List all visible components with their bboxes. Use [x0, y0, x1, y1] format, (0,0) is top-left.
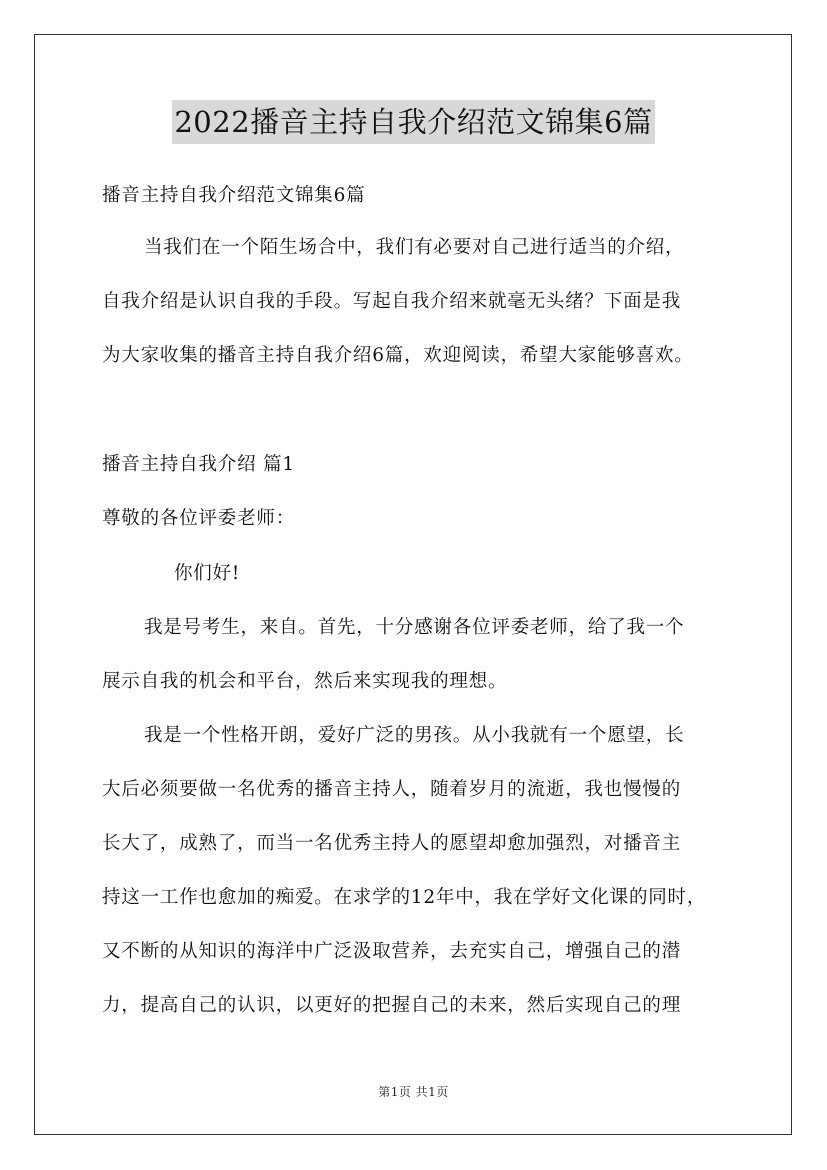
- paragraph-line: 持这一工作也愈加的痴爱。在求学的12年中，我在学好文化课的同时，: [102, 887, 707, 908]
- greeting-line: 你们好!: [174, 563, 241, 584]
- subtitle-line: 播音主持自我介绍范文锦集6篇: [102, 185, 366, 206]
- title-container: [0, 100, 827, 144]
- paragraph-line: 又不断的从知识的海洋中广泛汲取营养，去充实自己，增强自己的潜: [102, 941, 682, 962]
- paragraph-line: 我是一个性格开朗，爱好广泛的男孩。从小我就有一个愿望，长: [144, 725, 685, 746]
- salutation-line: 尊敬的各位评委老师：: [102, 508, 296, 529]
- section-heading: 播音主持自我介绍 篇1: [102, 454, 295, 475]
- paragraph-line: 自我介绍是认识自我的手段。写起自我介绍来就毫无头绪？下面是我: [102, 291, 682, 312]
- document-title: 2022播音主持自我介绍范文锦集6篇: [172, 100, 654, 144]
- paragraph-line: 长大了，成熟了，而当一名优秀主持人的愿望却愈加强烈，对播音主: [102, 833, 682, 854]
- paragraph-line: 当我们在一个陌生场合中，我们有必要对自己进行适当的介绍，: [144, 237, 685, 258]
- page-footer: 第1页 共1页: [378, 1085, 449, 1099]
- paragraph-line: 展示自我的机会和平台，然后来实现我的理想。: [102, 671, 508, 692]
- paragraph-line: 力，提高自己的认识，以更好的把握自己的未来，然后实现自己的理: [102, 995, 682, 1016]
- paragraph-line: 大后必须要做一名优秀的播音主持人，随着岁月的流逝，我也慢慢的: [102, 779, 682, 800]
- paragraph-line: 我是号考生，来自。首先，十分感谢各位评委老师，给了我一个: [144, 617, 685, 638]
- paragraph-line: 为大家收集的播音主持自我介绍6篇，欢迎阅读，希望大家能够喜欢。: [102, 345, 694, 366]
